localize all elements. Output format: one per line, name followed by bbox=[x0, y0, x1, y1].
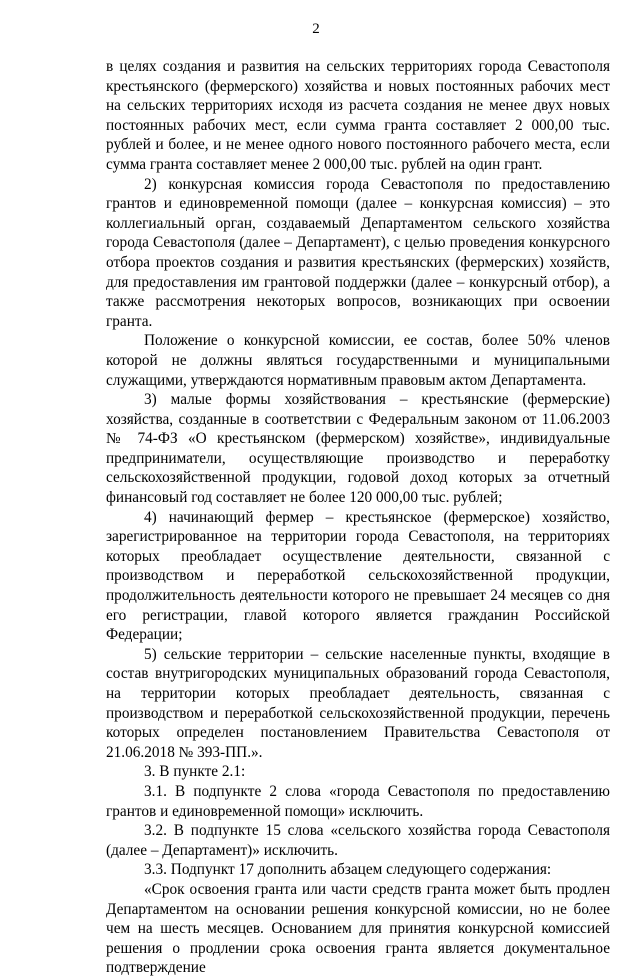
paragraph-item-3-2: 3.2. В подпункте 15 слова «сельского хозяйства города Севастополя (далее – Департамент)» исключить. bbox=[106, 822, 610, 859]
paragraph-item-3-1: 3.1. В подпункте 2 слова «города Севастополя по предоставлению грантов и единовременной помощи» исключить. bbox=[106, 782, 610, 820]
paragraph-purpose-continuation: в целях создания и развития на сельских территориях города Севастополя крестьянского (фермерского) хозяйства и новых постоянных рабочих мест на сельских территориях исходя из расчета создания не менее двух новых постоянных рабочих мест, если сумма гранта составляет 2 000,00 тыс. рублей и более, и не менее одного нового постоянного рабочего места, если сумма гранта составляет менее 2 000,00 тыс. рублей на один грант. bbox=[106, 58, 610, 173]
body-text bbox=[106, 57, 610, 978]
page-number: 2 bbox=[312, 21, 320, 37]
paragraph-commission-regulation: Положение о конкурсной комиссии, ее состав, более 50% членов которой не должны являться государственными и муниципальными служащими, утверждаются нормативным правовым актом Департамента. bbox=[106, 332, 610, 389]
paragraph-rural-territories: 5) сельские территории – сельские населенные пункты, входящие в состав внутригородских муниципальных образований города Севастополя, на территории которых преобладает деятельность, связанная с производством и переработкой сельскохозяйственной продукции, перечень которых определен постановлением Правительства Севастополя от 21.06.2018 № 393-ПП.». bbox=[106, 645, 610, 761]
paragraph-grant-period-quote: «Срок освоения гранта или части средств гранта может быть продлен Департаментом на основании решения конкурсной комиссии, но не более чем на шесть месяцев. Основанием для принятия конкурсной комиссией решения о продлении срока освоения гранта является документальное подтверждение bbox=[106, 880, 610, 977]
paragraph-item-3: 3. В пункте 2.1: bbox=[144, 763, 246, 781]
paragraph-small-business-forms: 3) малые формы хозяйствования – крестьянские (фермерские) хозяйства, созданные в соответствии с Федеральным законом от 11.06.2003 № 74-ФЗ «О крестьянском (фермерском) хозяйстве», индивидуальные предприниматели, осуществляющие производство и переработку сельскохозяйственной продукции, годовой доход которых за отчетный финансовый год составляет не более 120 000,00 тыс. рублей; bbox=[106, 391, 610, 507]
paragraph-beginning-farmer: 4) начинающий фермер – крестьянское (фермерское) хозяйство, зарегистрированное на территории города Севастополя, на территориях которых преобладает осуществление деятельности, связанной с производством и переработкой сельскохозяйственной продукции, продолжительность деятельности которого не превышает 24 месяцев со дня его регистрации, главой которого является гражданин Российской Федерации; bbox=[106, 508, 610, 644]
paragraph-item-3-3: 3.3. Подпункт 17 дополнить абзацем следующего содержания: bbox=[144, 861, 552, 879]
paragraph-competition-commission: 2) конкурсная комиссия города Севастополя по предоставлению грантов и единовременной помощи (далее – конкурсная комиссия) – это коллегиальный орган, создаваемый Департаментом сельского хозяйства города Севастополя (далее – Департамент), с целью проведения конкурсного отбора проектов создания и развития крестьянских (фермерских) хозяйств, для предоставления им грантовой поддержки (далее – конкурсный отбор), а также рассмотрения некоторых вопросов, возникающих при освоении гранта. bbox=[106, 175, 610, 330]
